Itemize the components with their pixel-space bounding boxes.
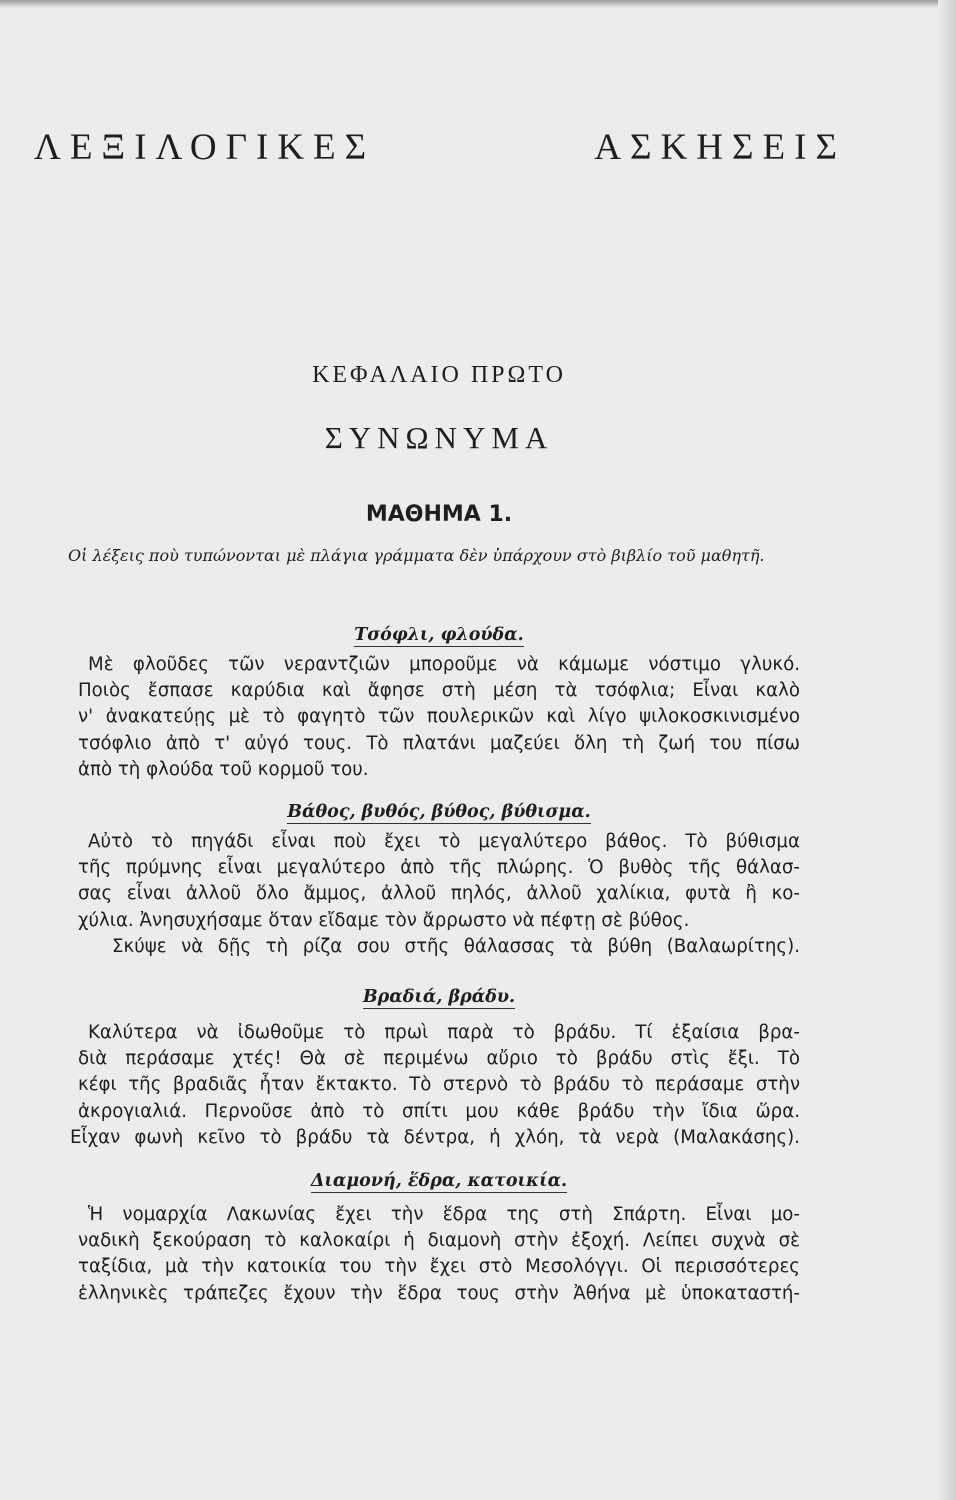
paragraph-line: τσόφλιο ἀπὸ τ' αὐγό τους. Τὸ πλατάνι μαζεύει ὅλη τὴ ζωή του πίσω [78, 732, 800, 754]
chapter-heading: ΚΕΦΑΛΑΙΟ ΠΡΩΤΟ [312, 362, 566, 388]
section-heading [78, 982, 800, 1012]
main-title: ΛΕΞΙΛΟΓΙΚΕΣ ΑΣΚΗΣΕΙΣ [34, 127, 846, 168]
paragraph-line: Σκύψε νὰ δῇς τὴ ρίζα σου στῆς θάλασσας τὰ βύθη (Βαλαωρίτης). [112, 935, 800, 957]
paragraph-line: χύλια. Ἀνησυχήσαμε ὅταν εἴδαμε τὸν ἄρρωστο νὰ πέφτῃ σὲ βύθος. [78, 909, 690, 931]
paragraph-line: Εἶχαν φωνὴ κεῖνο τὸ βράδυ τὰ δέντρα, ἡ χλόη, τὰ νερὰ (Μαλακάσης). [70, 1126, 800, 1148]
section-paragraph [70, 1020, 800, 1151]
section-tsofli [78, 620, 800, 783]
section-heading-text: Βάθος, βυθός, βύθος, βύθισμα. [287, 802, 591, 822]
paragraph-line: τῆς πρύμνης εἶναι μεγαλύτερο ἀπὸ τῆς πλώρης. Ὁ βυθὸς τῆς θάλασ- [78, 857, 800, 879]
paragraph-line: σας εἶναι ἀλλοῦ ὅλο ἄμμος, ἀλλοῦ πηλός, ἀλλοῦ χαλίκια, φυτὰ ἢ κο- [78, 883, 800, 905]
paragraph-line: ἀπὸ τὴ φλούδα τοῦ κορμοῦ του. [78, 758, 369, 780]
section-paragraph [78, 829, 800, 960]
section-heading [78, 620, 800, 650]
paragraph-line: κέφι τῆς βραδιᾶς ἦταν ἔκτακτο. Τὸ στερνὸ τὸ βράδυ τὸ περάσαμε στὴν [78, 1074, 800, 1096]
chapter-subtitle: ΣΥΝΩΝΥΜΑ [324, 420, 554, 455]
section-heading [78, 797, 800, 827]
paragraph-line: ἀκρογιαλιά. Περνοῦσε ἀπὸ τὸ σπίτι μου κάθε βράδυ τὴν ἴδια ὥρα. [78, 1100, 800, 1122]
section-heading-text: Διαμονή, ἕδρα, κατοικία. [310, 1171, 568, 1191]
paragraph-line: ταξίδια, μὰ τὴν κατοικία του τὴν ἔχει στὸ Μεσολόγγι. Οἱ περισσότερες [78, 1256, 800, 1278]
section-paragraph [78, 1202, 800, 1307]
section-vradia [70, 982, 800, 1151]
paragraph-line: Ποιὸς ἔσπασε καρύδια καὶ ἄφησε στὴ μέση τὰ τσόφλια; Εἶναι καλὸ [78, 680, 800, 702]
section-heading-text: Τσόφλι, φλούδα. [354, 625, 524, 645]
intro-note: Οἱ λέξεις ποὺ τυπώνονται μὲ πλάγια γράμματα δὲν ὑπάρχουν στὸ βιβλίο τοῦ μαθητῆ. [68, 546, 765, 565]
paragraph-line: Ἡ νομαρχία Λακωνίας ἔχει τὴν ἕδρα της στὴ Σπάρτη. Εἶναι μο- [88, 1204, 800, 1225]
paragraph-line: Αὐτὸ τὸ πηγάδι εἶναι ποὺ ἔχει τὸ μεγαλύτερο βάθος. Τὸ βύθισμα [88, 831, 800, 852]
paragraph-line: διὰ περάσαμε χτές! Θὰ σὲ περιμένω αὔριο τὸ βράδυ στὶς ἔξι. Τὸ [78, 1048, 800, 1070]
section-paragraph [78, 652, 800, 783]
paragraph-line: Καλύτερα νὰ ἰδωθοῦμε τὸ πρωὶ παρὰ τὸ βράδυ. Τί ἐξαίσια βρα- [88, 1022, 800, 1043]
section-heading [78, 1166, 800, 1196]
section-vathos [78, 797, 800, 960]
section-heading-text: Βραδιά, βράδυ. [362, 987, 516, 1007]
paragraph-line: ναδικὴ ξεκούραση τὸ καλοκαίρι ἡ διαμονὴ στὴν ἐξοχή. Λείπει συχνὰ σὲ [78, 1230, 800, 1252]
lesson-title: ΜΑΘΗΜΑ 1. [365, 502, 513, 527]
section-diamoni [78, 1166, 800, 1307]
paragraph-line: ν' ἀνακατεύῃς μὲ τὸ φαγητὸ τῶν πουλερικῶν καὶ λίγο ψιλοκοσκινισμένο [78, 706, 800, 728]
paragraph-line: Μὲ φλοῦδες τῶν νεραντζιῶν μποροῦμε νὰ κάμωμε νόστιμο γλυκό. [88, 654, 800, 675]
paragraph-line: ἑλληνικὲς τράπεζες ἔχουν τὴν ἕδρα τους στὴν Ἀθήνα μὲ ὑποκαταστή- [78, 1282, 800, 1304]
